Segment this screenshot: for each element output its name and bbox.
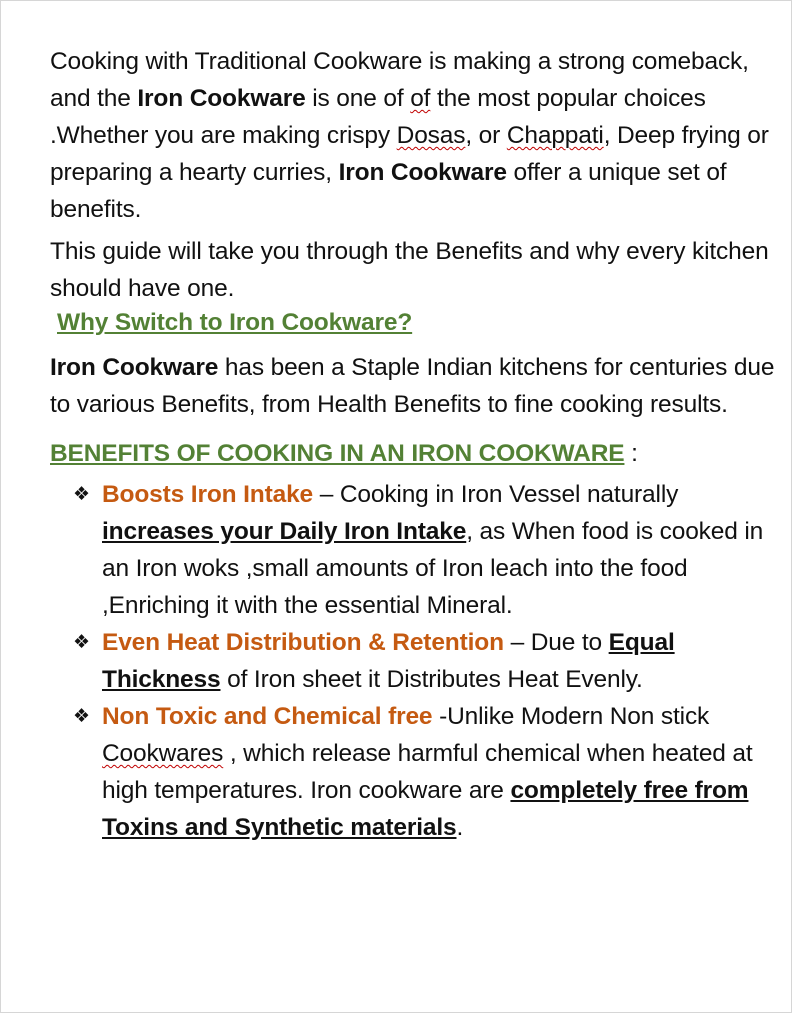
diamond-bullet-icon: ❖ <box>73 631 90 653</box>
benefit-item <box>73 698 790 846</box>
intro-text: , or <box>465 122 507 149</box>
why-switch-heading <box>57 304 790 341</box>
staple-text: has been a Staple Indian kitchens for centuries due to various Benefits, from Health Benefits to fine cooking results. <box>50 354 775 418</box>
benefits-heading <box>50 435 790 472</box>
benefit-title: Boosts Iron Intake <box>102 481 314 508</box>
benefit-item <box>73 476 790 624</box>
bold-term: Iron Cookware <box>338 159 507 186</box>
benefits-heading-colon: : <box>624 440 638 467</box>
benefit-text: , which release harmful chemical when heated at high temperatures. Iron cookware are <box>102 740 753 804</box>
benefit-emphasis: completely free from Toxins and Synthetic materials <box>102 777 749 841</box>
bold-term: Iron Cookware <box>50 354 219 381</box>
benefit-emphasis: Equal Thickness <box>102 629 675 693</box>
intro-text: , Deep frying or preparing a hearty curries, <box>50 122 769 186</box>
intro-text: is one of <box>305 85 411 112</box>
diamond-bullet-icon: ❖ <box>73 705 90 727</box>
benefits-heading-text: BENEFITS OF COOKING IN AN IRON COOKWARE <box>50 440 625 467</box>
benefit-text: , as When food is cooked in an Iron woks ,small amounts of Iron leach into the food ,Enriching it with the essential Mineral. <box>102 518 764 619</box>
benefit-text: – Due to <box>503 629 609 656</box>
spellcheck-word[interactable]: Cookwares <box>102 740 224 767</box>
intro-paragraph <box>50 43 790 228</box>
benefits-list <box>50 476 790 846</box>
benefit-title: Non Toxic and Chemical free <box>102 703 433 730</box>
bold-term: Iron Cookware <box>137 85 306 112</box>
spellcheck-word[interactable]: Chappati <box>506 122 604 149</box>
spellcheck-word[interactable]: of <box>410 85 431 112</box>
why-switch-heading-text: Why Switch to Iron Cookware? <box>57 309 413 336</box>
intro-text: offer a unique set of benefits. <box>50 159 727 223</box>
benefit-text: – Cooking in Iron Vessel naturally <box>313 481 679 508</box>
benefit-title: Even Heat Distribution & Retention <box>102 629 504 656</box>
guide-paragraph: This guide will take you through the Benefits and why every kitchen should have one. <box>50 238 769 302</box>
benefit-text: . <box>456 814 464 841</box>
benefit-emphasis: increases your Daily Iron Intake <box>102 518 467 545</box>
spellcheck-word[interactable]: Dosas <box>396 122 466 149</box>
benefit-item <box>73 624 790 698</box>
intro-text: Cooking with Traditional Cookware is making a strong comeback, and the <box>50 48 749 112</box>
benefit-text: of Iron sheet it Distributes Heat Evenly. <box>220 666 643 693</box>
benefit-text: -Unlike Modern Non stick <box>432 703 710 730</box>
intro-text: the most popular choices .Whether you are making crispy <box>50 85 706 149</box>
document-body <box>50 43 790 846</box>
diamond-bullet-icon: ❖ <box>73 483 90 505</box>
staple-paragraph <box>50 349 790 423</box>
